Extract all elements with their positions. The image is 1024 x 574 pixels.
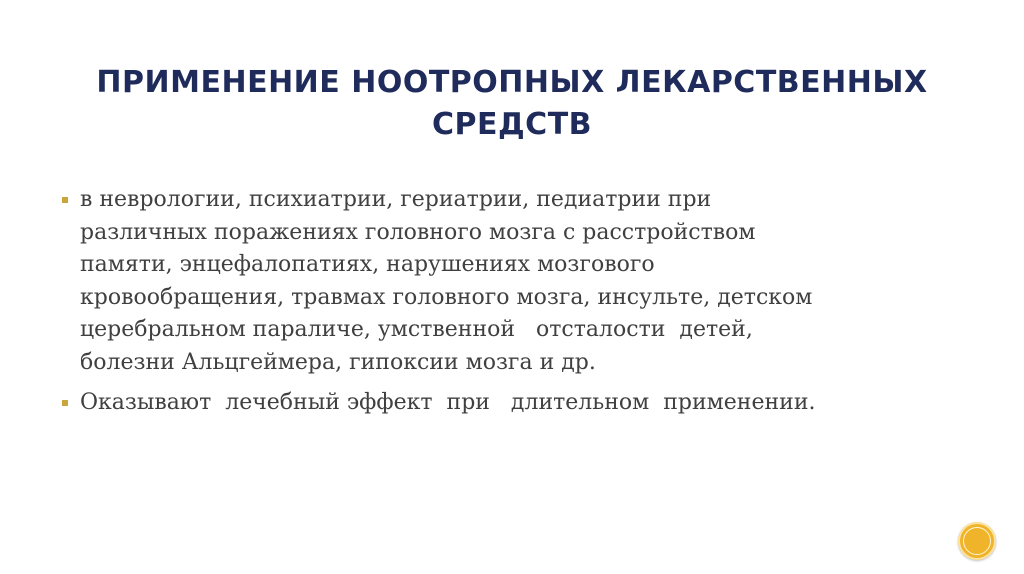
bullet-item [62,184,962,379]
badge-ring-icon [963,527,991,555]
bullet-square-icon [62,197,68,203]
bullet-text-line: различных поражениях головного мозга с расстройством [80,219,756,245]
slide-title [40,62,984,146]
bullet-text-line: кровообращения, травмах головного мозга, инсульте, детском [80,284,813,310]
bullet-square-icon [62,400,68,406]
bullet-list [62,184,962,428]
bullet-text-line: болезни Альцгеймера, гипоксии мозга и др. [80,349,596,375]
slide-number-badge-icon [958,522,996,560]
bullet-text-line: Оказывают лечебный эффект при длительном применении. [80,390,816,415]
bullet-text-line: в неврологии, психиатрии, гериатрии, педиатрии при [80,187,712,212]
slide-title-line: ПРИМЕНЕНИЕ НООТРОПНЫХ ЛЕКАРСТВЕННЫХ [96,65,928,100]
slide-title-line: СРЕДСТВ [431,107,593,142]
bullet-text-line: памяти, энцефалопатиях, нарушениях мозгового [80,252,655,277]
bullet-text-line: церебральном параличе, умственной отсталости детей, [80,317,753,342]
bullet-item [62,387,962,420]
